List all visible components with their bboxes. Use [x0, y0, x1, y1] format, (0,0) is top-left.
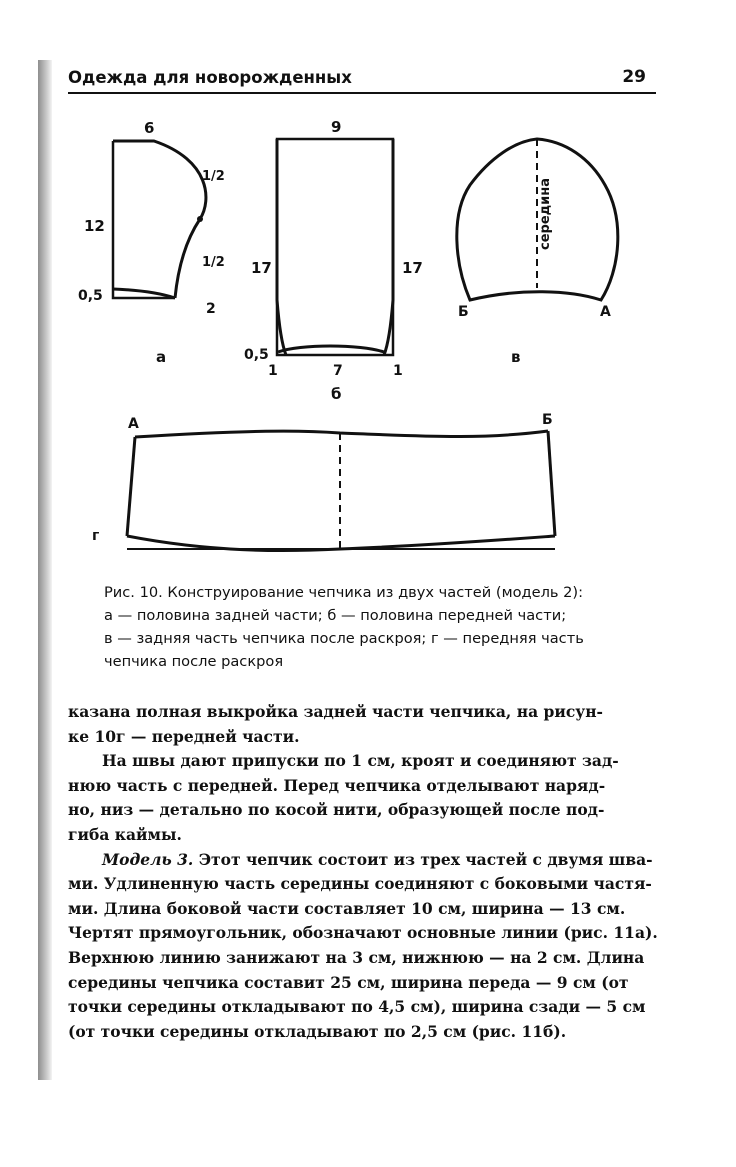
figure-v-label: в	[511, 348, 521, 366]
figure-v-point-a: А	[600, 304, 611, 320]
figure-v	[457, 139, 618, 366]
figure-a-dim-bottom-right: 2	[206, 301, 216, 317]
text-line: ми. Длина боковой части составляет 10 см, ширина — 13 см.	[68, 898, 626, 918]
text-line: (от точки середины откладывают по 2,5 см (рис. 11б).	[68, 1021, 567, 1041]
figure-b-dim-right: 17	[402, 259, 423, 277]
text-line	[68, 848, 658, 873]
caption-line: чепчика после раскроя	[104, 653, 284, 670]
caption-line: а — половина задней части; б — половина передней части;	[104, 607, 567, 624]
text-line: точки середины откладывают по 4,5 см), ширина сзади — 5 см	[68, 997, 646, 1017]
text-fragment: Этот чепчик состоит из трех частей с двумя шва-	[193, 849, 653, 869]
text-line: Чертят прямоугольник, обозначают основные линии (рис. 11а).	[68, 923, 658, 943]
figure-g-point-a: А	[128, 416, 139, 432]
figure-b-dim-b1: 1	[268, 363, 278, 379]
caption-line: в — задняя часть чепчика после раскроя; г — передняя часть	[104, 630, 584, 647]
figure-b-dim-left: 17	[251, 259, 272, 277]
figure-a-midpoint	[197, 216, 203, 222]
figure-b-label: б	[331, 385, 342, 403]
pattern-figure	[0, 0, 736, 580]
text-line: гиба каймы.	[68, 824, 182, 844]
figure-v-middle-label: середина	[538, 177, 553, 250]
figure-a-dim-top: 6	[144, 119, 155, 137]
figure-caption	[104, 581, 664, 673]
figure-b-left-curve	[277, 139, 286, 355]
figure-b-dim-top: 9	[331, 118, 342, 136]
figure-a-dim-side: 12	[84, 217, 105, 235]
figure-g-left-edge	[127, 437, 135, 536]
figure-b-dim-bottom-left: 0,5	[244, 347, 269, 363]
figure-a-curve	[113, 141, 206, 298]
figure-a-half-upper: 1/2	[202, 169, 225, 184]
figure-g-label: г	[92, 528, 100, 544]
text-line: ми. Удлиненную часть середины соединяют с боковыми частя-	[68, 874, 652, 894]
text-line: казана полная выкройка задней части чепчика, на рисун-	[68, 702, 603, 721]
figure-a-label: а	[156, 348, 167, 366]
figure-a-frame	[113, 141, 175, 298]
figure-b-right-curve	[384, 139, 393, 355]
figure-g-point-b: Б	[542, 412, 553, 428]
text-line: На швы дают припуски по 1 см, кроят и соединяют зад-	[102, 751, 619, 771]
figure-g-right-edge	[548, 431, 555, 536]
figure-g	[92, 412, 555, 551]
figure-b-dim-b7: 7	[333, 363, 343, 379]
figure-v-point-b: Б	[458, 304, 469, 320]
figure-a-dim-bottom-left: 0,5	[78, 288, 103, 304]
text-line: ке 10г — передней части.	[68, 726, 300, 746]
caption-line: Рис. 10. Конструирование чепчика из двух частей (модель 2):	[104, 584, 584, 601]
figure-b-bottom-curve	[278, 346, 384, 352]
figure-a	[78, 119, 225, 366]
text-line: но, низ — детально по косой нити, образующей после под-	[68, 800, 605, 820]
model-heading: Модель 3.	[102, 849, 194, 869]
text-line: Верхнюю линию занижают на 3 см, нижнюю — на 2 см. Длина	[68, 947, 645, 967]
figure-b-frame	[277, 139, 393, 355]
figure-a-half-lower: 1/2	[202, 255, 225, 270]
header-title: Одежда для новорожденных	[68, 68, 352, 87]
figure-b	[244, 118, 423, 403]
page-number: 29	[622, 67, 646, 87]
figure-b-dim-b1-right: 1	[393, 363, 403, 379]
figure-g-top-curve	[135, 431, 548, 437]
text-line: нюю часть с передней. Перед чепчика отделывают наряд-	[68, 775, 606, 795]
text-line: середины чепчика составит 25 см, ширина переда — 9 см (от	[68, 972, 629, 992]
body-text	[68, 700, 658, 1044]
figure-a-bottom-curve	[113, 289, 175, 298]
